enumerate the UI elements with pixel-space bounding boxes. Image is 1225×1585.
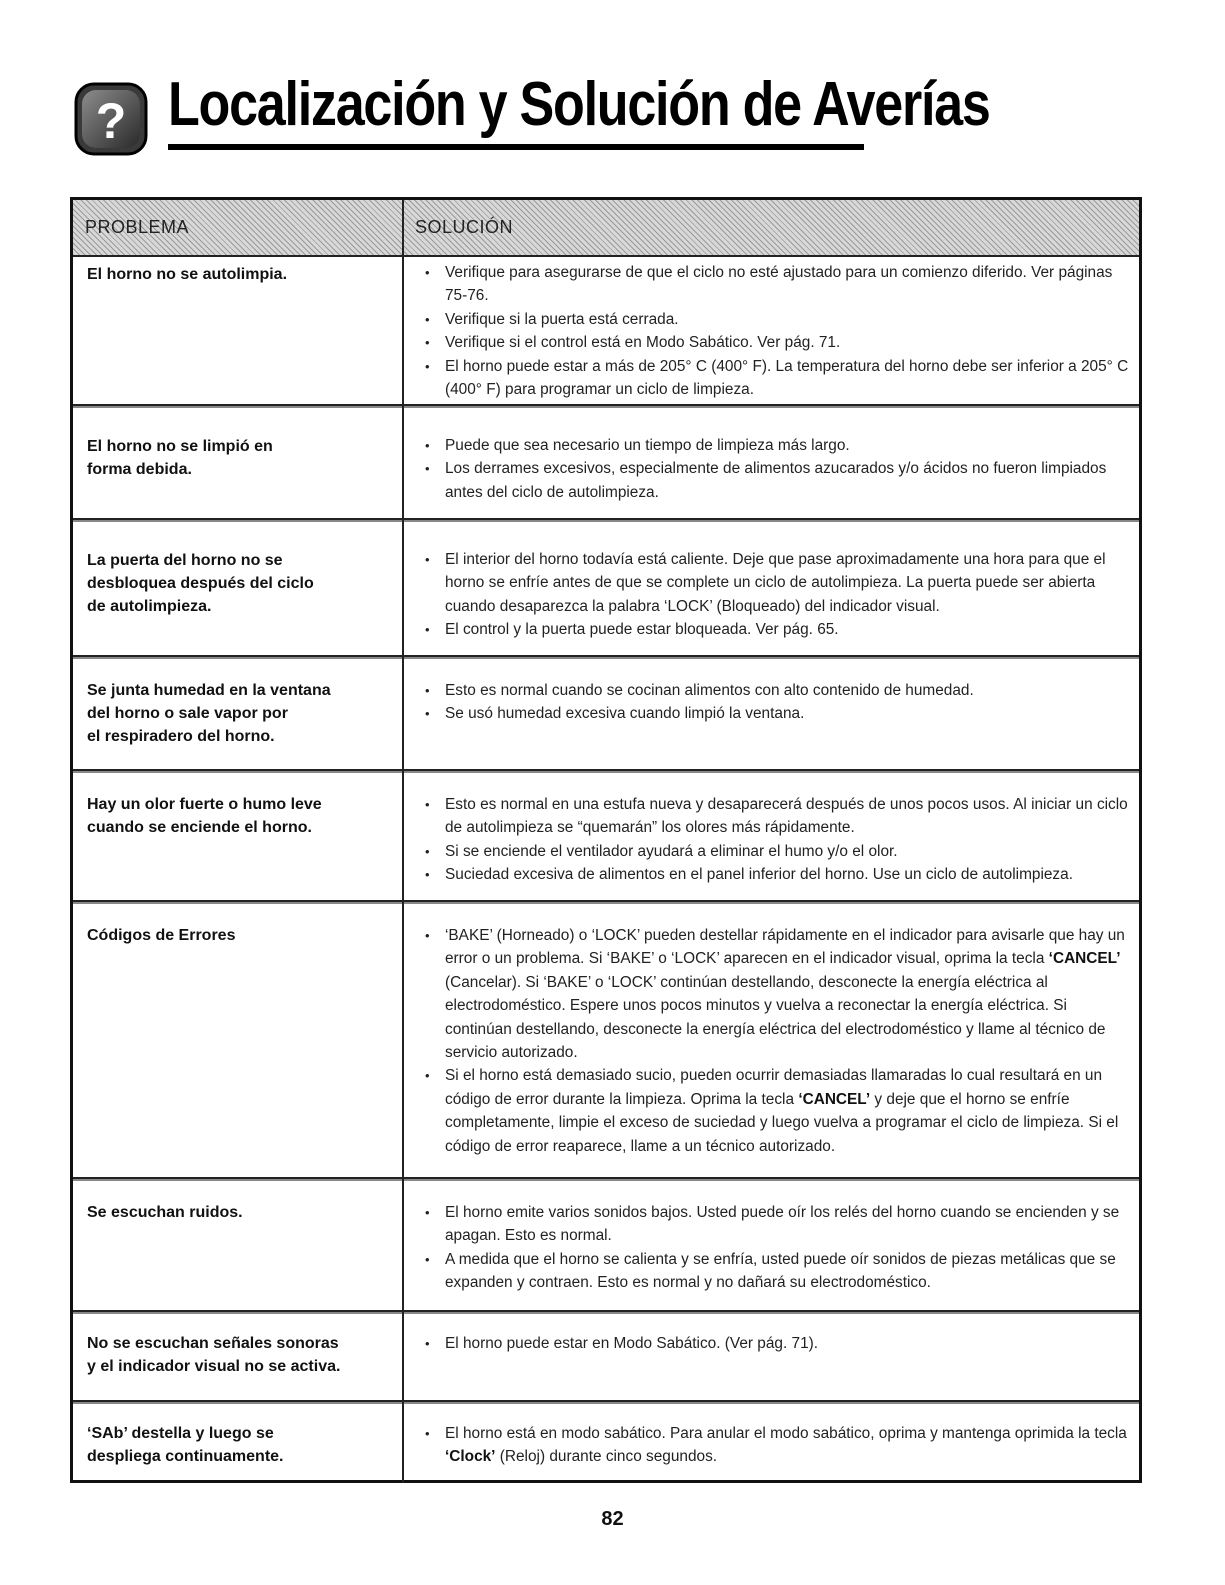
problem-cell: Hay un olor fuerte o humo leve cuando se enciende el horno. [87, 796, 322, 836]
column-divider [402, 769, 404, 900]
solution-item: • El control y la puerta puede estar bloqueada. Ver pág. 65. [425, 618, 1133, 641]
solution-item: • El interior del horno todavía está caliente. Deje que pase aproximadamente una hora para que el horno se enfríe antes de que se complete un ciclo de autolimpieza. La puerta puede ser abierta cuando desaparezca la palabra ‘LOCK’ (Bloqueado) del indicador visual. [425, 548, 1133, 618]
solution-text: Si el horno está demasiado sucio, pueden ocurrir demasiadas llamaradas lo cual resultará en un código de error durante la limpieza. Oprima la tecla [445, 1067, 1103, 1108]
problem-cell: No se escuchan señales sonoras y el indicador visual no se activa. [87, 1335, 341, 1375]
row-divider [73, 769, 1139, 771]
row-divider [73, 900, 1139, 902]
solution-item: • Verifique si el control está en Modo Sabático. Ver pág. 71. [425, 331, 1133, 354]
key-name: ‘Clock’ [445, 1448, 496, 1466]
row-divider [73, 1310, 1139, 1312]
troubleshooting-table [70, 197, 1142, 1483]
solution-item: • Suciedad excesiva de alimentos en el panel inferior del horno. Use un ciclo de autolimpieza. [425, 863, 1133, 886]
solution-list [425, 261, 1133, 401]
table-row [73, 655, 1139, 769]
solution-list [425, 793, 1133, 887]
question-mark-icon [74, 82, 148, 156]
row-divider [73, 518, 1139, 520]
problem-cell: Códigos de Errores [87, 927, 236, 944]
solution-item: • El horno puede estar en Modo Sabático. (Ver pág. 71). [425, 1332, 1133, 1355]
page-header [74, 66, 990, 156]
solution-list [425, 434, 1133, 504]
problem-cell: Se junta humedad en la ventana del horno o sale vapor por el respiradero del horno. [87, 682, 331, 745]
solution-list [425, 679, 1133, 726]
solution-item: • El horno emite varios sonidos bajos. Usted puede oír los relés del horno cuando se encienden y se apagan. Esto es normal. [425, 1201, 1133, 1248]
table-row [73, 900, 1139, 1177]
column-divider [402, 655, 404, 769]
row-divider [73, 404, 1139, 406]
header-divider [402, 200, 404, 255]
solution-item: • Puede que sea necesario un tiempo de limpieza más largo. [425, 434, 1133, 457]
row-divider [73, 655, 1139, 657]
table-header [73, 200, 1139, 257]
solution-item: • Se usó humedad excesiva cuando limpió la ventana. [425, 702, 1133, 725]
table-row [73, 404, 1139, 518]
solution-item: • Si se enciende el ventilador ayudará a eliminar el humo y/o el olor. [425, 840, 1133, 863]
solution-item [425, 1064, 1133, 1158]
table-row [73, 1310, 1139, 1400]
key-name: ‘CANCEL’ [1048, 950, 1121, 968]
solution-item: • Los derrames excesivos, especialmente de alimentos azucarados y/o ácidos no fueron limpiados antes del ciclo de autolimpieza. [425, 457, 1133, 504]
solution-list [425, 924, 1133, 1158]
solution-item [425, 924, 1133, 1064]
solution-list [425, 548, 1133, 642]
solution-item [425, 1422, 1133, 1469]
solution-list [425, 1422, 1133, 1469]
problem-cell: El horno no se autolimpia. [87, 266, 288, 283]
solution-item: • Esto es normal en una estufa nueva y desaparecerá después de unos pocos usos. Al iniciar un ciclo de autolimpieza se “quemarán” los olores más rápidamente. [425, 793, 1133, 840]
solution-item: • Verifique si la puerta está cerrada. [425, 308, 1133, 331]
solution-item: • Verifique para asegurarse de que el ciclo no esté ajustado para un comienzo diferido. Ver páginas 75-76. [425, 261, 1133, 308]
row-divider [73, 1400, 1139, 1402]
page-number: 82 [601, 1508, 624, 1530]
column-divider [402, 1177, 404, 1310]
svg-text:?: ? [95, 93, 127, 149]
solution-text: El horno está en modo sabático. Para anular el modo sabático, oprima y mantenga oprimida la tecla [445, 1425, 1127, 1442]
solution-list [425, 1201, 1133, 1295]
title-underline [168, 144, 864, 150]
solution-item: • El horno puede estar a más de 205° C (400° F). La temperatura del horno debe ser inferior a 205° C (400° F) para programar un ciclo de limpieza. [425, 355, 1133, 402]
column-divider [402, 900, 404, 1177]
problem-cell: El horno no se limpió en forma debida. [87, 438, 273, 478]
table-row [73, 518, 1139, 655]
table-row [73, 1177, 1139, 1310]
column-divider [402, 255, 404, 404]
key-name: ‘CANCEL’ [798, 1090, 871, 1108]
solution-text: (Cancelar). Si ‘BAKE’ o ‘LOCK’ continúan destellando, desconecte la energía eléctrica al electrodoméstico. Espere unos pocos minutos y vuelva a reconectar la energía eléctrica. Si continúan destellando, desconecte la energía eléctrica del electrodoméstico y llame al técnico de servicio autorizado. [445, 973, 1106, 1062]
problem-cell: Se escuchan ruidos. [87, 1204, 243, 1221]
solution-text: y deje que el horno se enfríe completamente, limpie el exceso de suciedad y luego vuelva a programar el ciclo de limpieza. Si el código de error reaparece, llame a un técnico autorizado. [445, 1090, 1119, 1155]
column-divider [402, 1310, 404, 1400]
problem-cell: La puerta del horno no se desbloquea después del ciclo de autolimpieza. [87, 552, 314, 615]
problem-cell: ‘SAb’ destella y luego se despliega continuamente. [87, 1425, 284, 1465]
page-title: Localización y Solución de Averías [168, 70, 990, 139]
column-divider [402, 404, 404, 518]
solution-list [425, 1332, 1133, 1355]
table-row [73, 1400, 1139, 1483]
table-row [73, 769, 1139, 900]
column-divider [402, 518, 404, 655]
column-header-solution: SOLUCIÓN [415, 217, 514, 237]
solution-text: (Reloj) durante cinco segundos. [495, 1448, 718, 1466]
column-header-problem: PROBLEMA [85, 217, 190, 237]
solution-item: • A medida que el horno se calienta y se enfría, usted puede oír sonidos de piezas metálicas que se expanden y contraen. Esto es normal y no dañará su electrodoméstico. [425, 1248, 1133, 1295]
solution-text: ‘BAKE’ (Horneado) o ‘LOCK’ pueden destellar rápidamente en el indicador para avisarle que hay un error o un problema. Si ‘BAKE’ o ‘LOCK’ aparecen en el indicador visual, oprima la tecla [445, 927, 1125, 968]
table-row [73, 255, 1139, 404]
column-divider [402, 1400, 404, 1483]
row-divider [73, 1177, 1139, 1179]
solution-item: • Esto es normal cuando se cocinan alimentos con alto contenido de humedad. [425, 679, 1133, 702]
